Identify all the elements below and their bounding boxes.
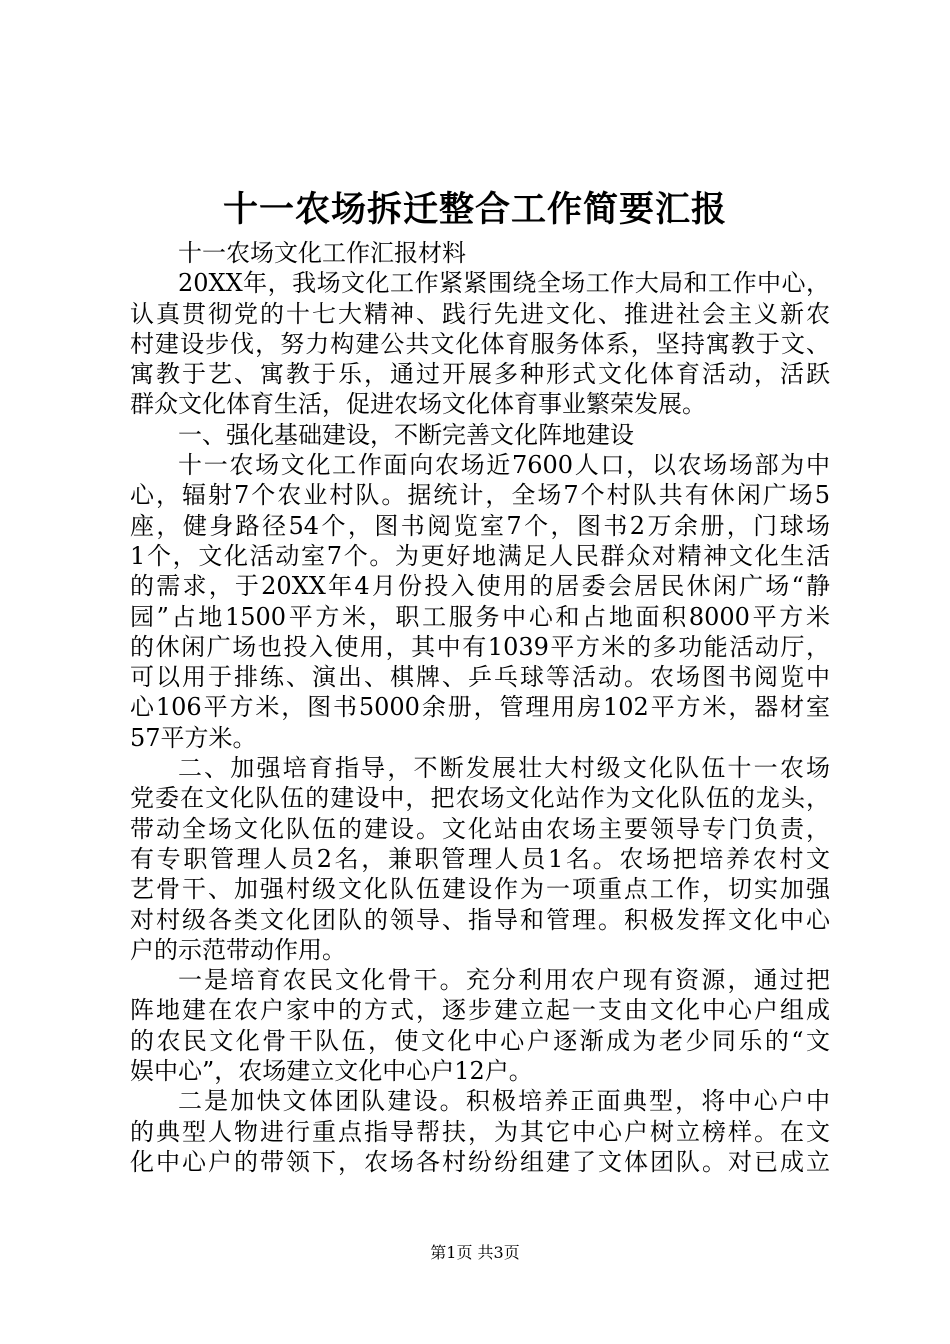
text-line: 一是培育农民文化骨干。充分利用农户现有资源，通过把 xyxy=(178,966,830,995)
text-line: 园”占地1500平方米，职工服务中心和占地面积8000平方米 xyxy=(130,602,830,631)
text-line: 带动全场文化队伍的建设。文化站由农场主要领导专门负责， xyxy=(130,814,830,843)
text-line: 十一农场文化工作汇报材料 xyxy=(178,239,466,267)
text-line: 阵地建在农户家中的方式，逐步建立起一支由文化中心户组成 xyxy=(130,996,830,1025)
text-line: 可以用于排练、演出、棋牌、乒乓球等活动。农场图书阅览中 xyxy=(130,663,830,692)
document-body xyxy=(130,238,830,1177)
text-line: 的休闲广场也投入使用，其中有1039平方米的多功能活动厅， xyxy=(130,632,830,661)
text-line: 一、强化基础建设，不断完善文化阵地建设 xyxy=(178,420,634,449)
text-line: 对村级各类文化团队的领导、指导和管理。积极发挥文化中心 xyxy=(130,905,830,934)
text-line: 二是加快文体团队建设。积极培养正面典型，将中心户中 xyxy=(178,1087,830,1116)
text-line: 有专职管理人员2名，兼职管理人员1名。农场把培养农村文 xyxy=(130,844,830,873)
text-line: 群众文化体育生活，促进农场文化体育事业繁荣发展。 xyxy=(130,390,706,419)
text-line: 的典型人物进行重点指导帮扶，为其它中心户树立榜样。在文 xyxy=(130,1117,830,1146)
page-footer: 第1页 共3页 xyxy=(430,1243,520,1262)
text-line: 的需求，于20XX年4月份投入使用的居委会居民休闲广场“静 xyxy=(130,572,830,601)
text-line: 村建设步伐，努力构建公共文化体育服务体系，坚持寓教于文、 xyxy=(130,329,830,358)
text-line: 寓教于艺、寓教于乐，通过开展多种形式文化体育活动，活跃 xyxy=(130,360,830,389)
text-line: 娱中心”，农场建立文化中心户12户。 xyxy=(130,1057,533,1086)
text-line: 20XX年，我场文化工作紧紧围绕全场工作大局和工作中心， xyxy=(178,269,830,298)
text-line: 心106平方米，图书5000余册，管理用房102平方米，器材室 xyxy=(130,693,830,722)
text-line: 的农民文化骨干队伍，使文化中心户逐渐成为老少同乐的“文 xyxy=(130,1026,830,1055)
text-line: 57平方米。 xyxy=(130,723,257,752)
text-line: 党委在文化队伍的建设中，把农场文化站作为文化队伍的龙头， xyxy=(130,784,830,813)
text-line: 心，辐射7个农业村队。据统计，全场7个村队共有休闲广场5 xyxy=(130,481,830,510)
text-line: 座，健身路径54个，图书阅览室7个，图书2万余册，门球场 xyxy=(130,511,830,540)
text-line: 十一农场文化工作面向农场近7600人口，以农场场部为中 xyxy=(178,451,830,480)
document-title: 十一农场拆迁整合工作简要汇报 xyxy=(222,189,727,230)
text-line: 化中心户的带领下，农场各村纷纷组建了文体团队。对已成立 xyxy=(130,1147,830,1176)
text-line: 1个，文化活动室7个。为更好地满足人民群众对精神文化生活 xyxy=(130,541,830,570)
text-line: 认真贯彻党的十七大精神、践行先进文化、推进社会主义新农 xyxy=(130,299,830,328)
text-line: 二、加强培育指导，不断发展壮大村级文化队伍十一农场 xyxy=(178,754,830,783)
text-line: 户的示范带动作用。 xyxy=(130,935,346,964)
text-line: 艺骨干、加强村级文化队伍建设作为一项重点工作，切实加强 xyxy=(130,875,830,904)
